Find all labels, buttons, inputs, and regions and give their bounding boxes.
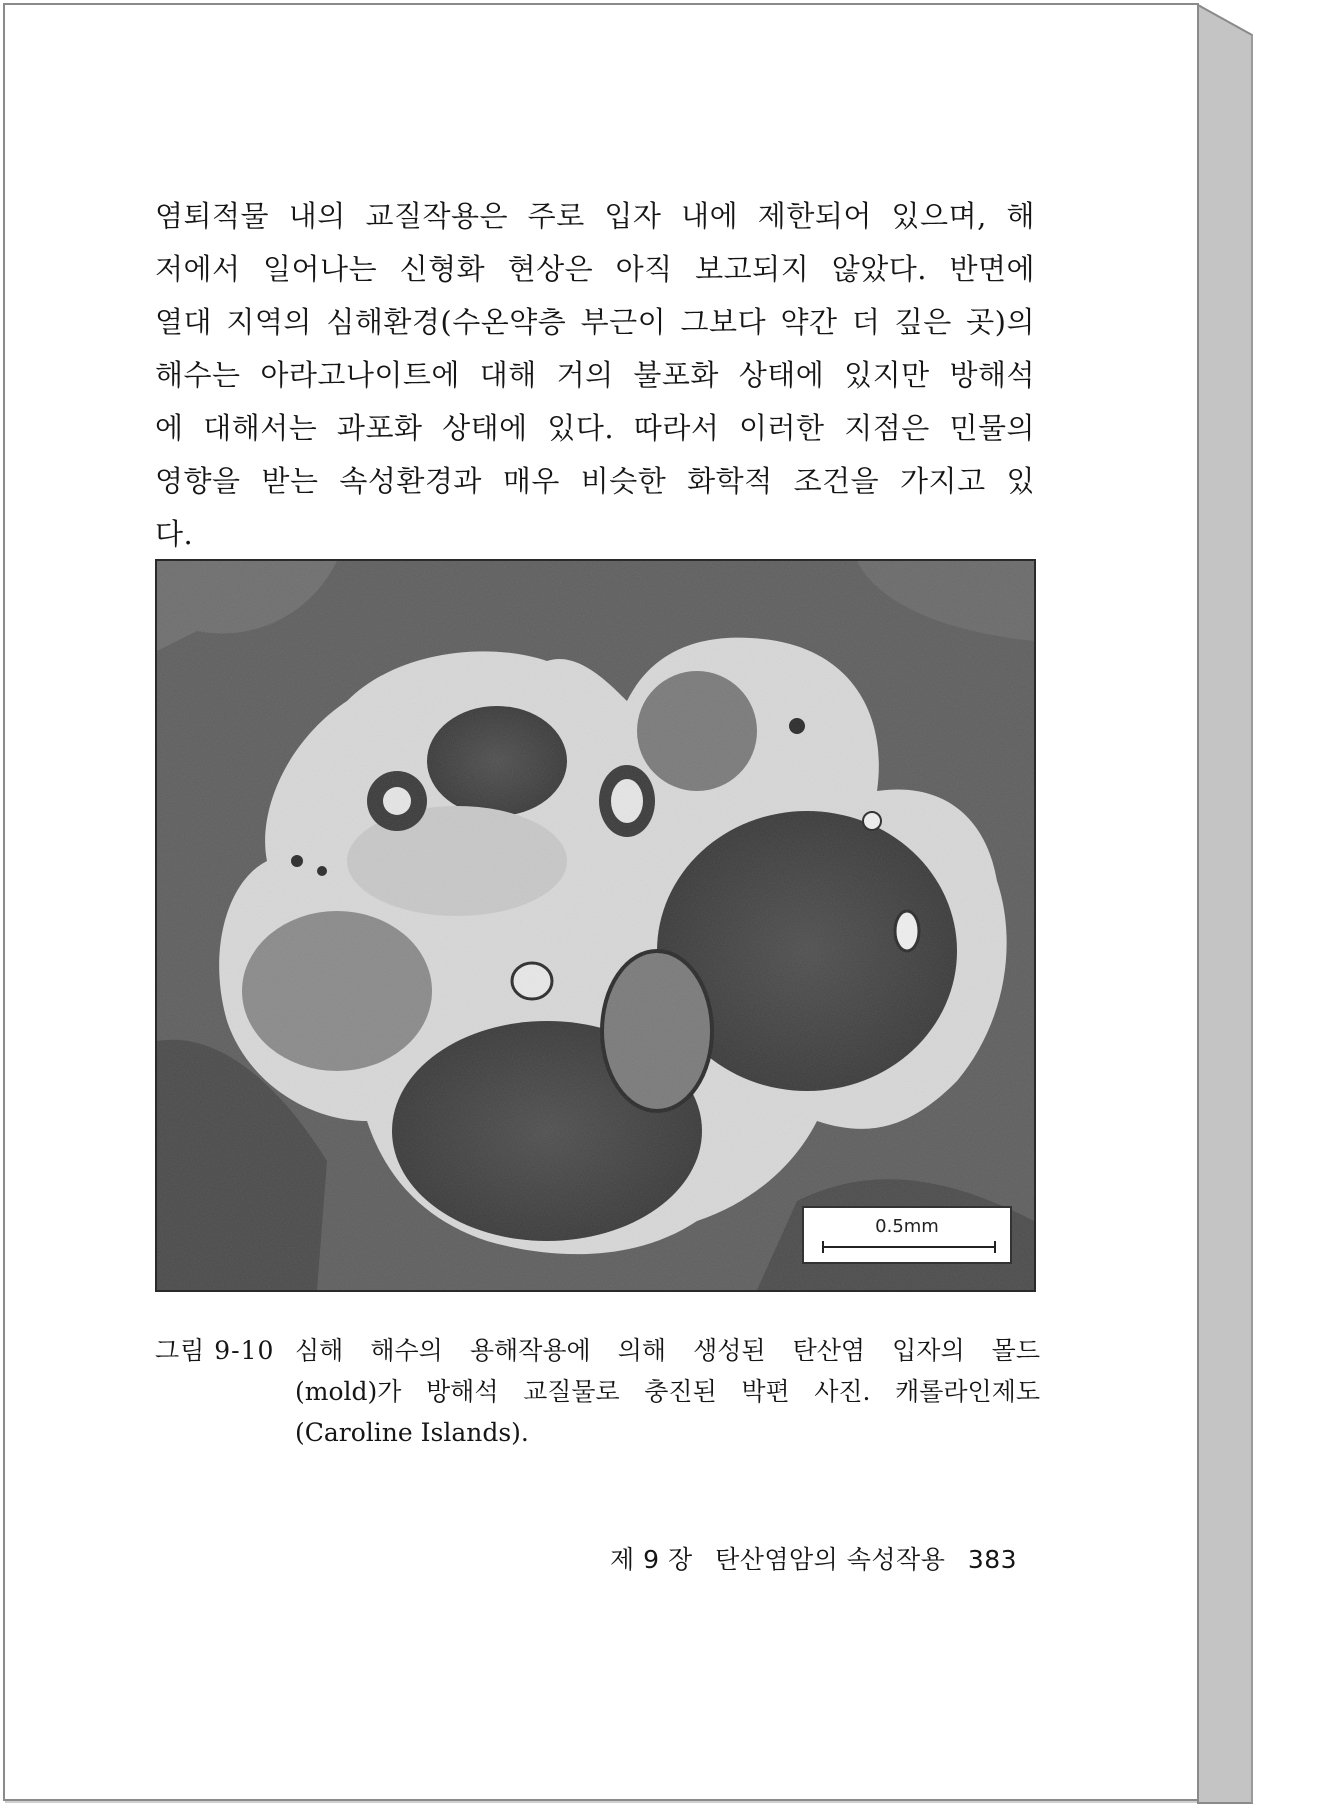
body-line: 저에서 일어나는 신형화 현상은 아직 보고되지 않았다. 반면에 xyxy=(155,252,1035,286)
body-line: 열대 지역의 심해환경(수온약층 부근이 그보다 약간 더 깊은 곳)의 xyxy=(155,305,1035,339)
chapter-label: 제 9 장 xyxy=(610,1545,693,1574)
scale-bar-box xyxy=(802,1206,1012,1264)
caption-label: 그림 9-10 xyxy=(155,1336,275,1365)
body-paragraph xyxy=(155,190,1035,561)
body-line: 영향을 받는 속성환경과 매우 비슷한 화학적 조건을 가지고 있 xyxy=(155,464,1035,498)
page-number: 383 xyxy=(967,1545,1018,1574)
body-line: 염퇴적물 내의 교질작용은 주로 입자 내에 제한되어 있으며, 해 xyxy=(155,199,1035,233)
body-line: 다. xyxy=(155,517,194,551)
body-line: 에 대해서는 과포화 상태에 있다. 따라서 이러한 지점은 민물의 xyxy=(155,411,1035,445)
chapter-title: 탄산염암의 속성작용 xyxy=(715,1545,946,1574)
scale-bar-label: 0.5mm xyxy=(875,1216,939,1237)
caption-text xyxy=(295,1330,1040,1453)
scale-bar xyxy=(822,1246,996,1248)
caption-line: (Caroline Islands). xyxy=(295,1418,529,1447)
body-line: 해수는 아라고나이트에 대해 거의 불포화 상태에 있지만 방해석 xyxy=(155,358,1035,392)
caption-line: 심해 해수의 용해작용에 의해 생성된 탄산염 입자의 몰드 xyxy=(295,1336,1040,1365)
micrograph-image xyxy=(157,561,1034,1290)
caption-line: (mold)가 방해석 교질물로 충진된 박편 사진. 캐롤라인제도 xyxy=(295,1377,1040,1406)
running-footer xyxy=(610,1540,1040,1576)
thin-section-photo xyxy=(155,559,1036,1292)
